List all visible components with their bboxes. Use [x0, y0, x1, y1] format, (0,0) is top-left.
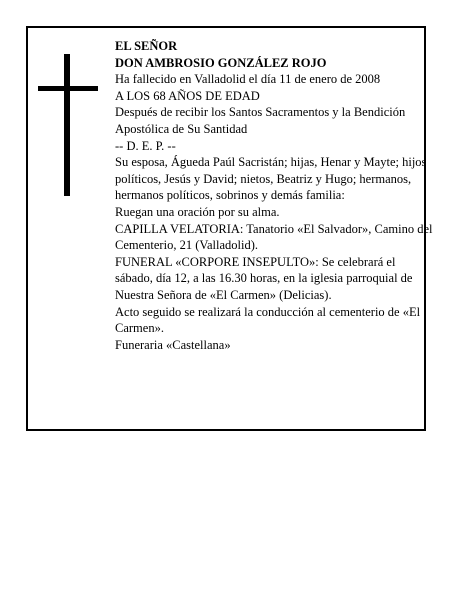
death-line: Ha fallecido en Valladolid el día 11 de enero de 2008 [115, 72, 381, 87]
obituary-text [115, 38, 433, 353]
title-line-1: EL SEÑOR [115, 39, 178, 53]
cross-icon [38, 54, 98, 196]
family-paragraph: Su esposa, Águeda Paúl Sacristán; hijas, Henar y Mayte; hijos políticos, Jesús y David; nietos, Beatriz y Hugo; hermanos, hermanos políticos, sobrinos y demás familia: [115, 155, 427, 203]
cross-vertical-bar [64, 54, 70, 196]
age-line: A LOS 68 AÑOS DE EDAD [115, 88, 260, 103]
prayer-line: Ruegan una oración por su alma. [115, 204, 280, 219]
sacraments-paragraph: Después de recibir los Santos Sacramentos y la Bendición Apostólica de Su Santidad [115, 105, 406, 136]
funeral-home-line: Funeraria «Castellana» [115, 337, 231, 352]
deceased-name: DON AMBROSIO GONZÁLEZ ROJO [115, 55, 327, 70]
cross-horizontal-bar [38, 86, 98, 91]
dep-line: -- D. E. P. -- [115, 138, 176, 153]
chapel-paragraph: CAPILLA VELATORIA: Tanatorio «El Salvador», Camino del Cementerio, 21 (Valladolid). [115, 221, 433, 253]
funeral-paragraph: FUNERAL «CORPORE INSEPULTO»: Se celebrará el sábado, día 12, a las 16.30 horas, en la iglesia parroquial de Nuestra Señora de «El Carmen» (Delicias). [115, 254, 413, 302]
burial-paragraph: Acto seguido se realizará la conducción al cementerio de «El Carmen». [115, 304, 421, 336]
